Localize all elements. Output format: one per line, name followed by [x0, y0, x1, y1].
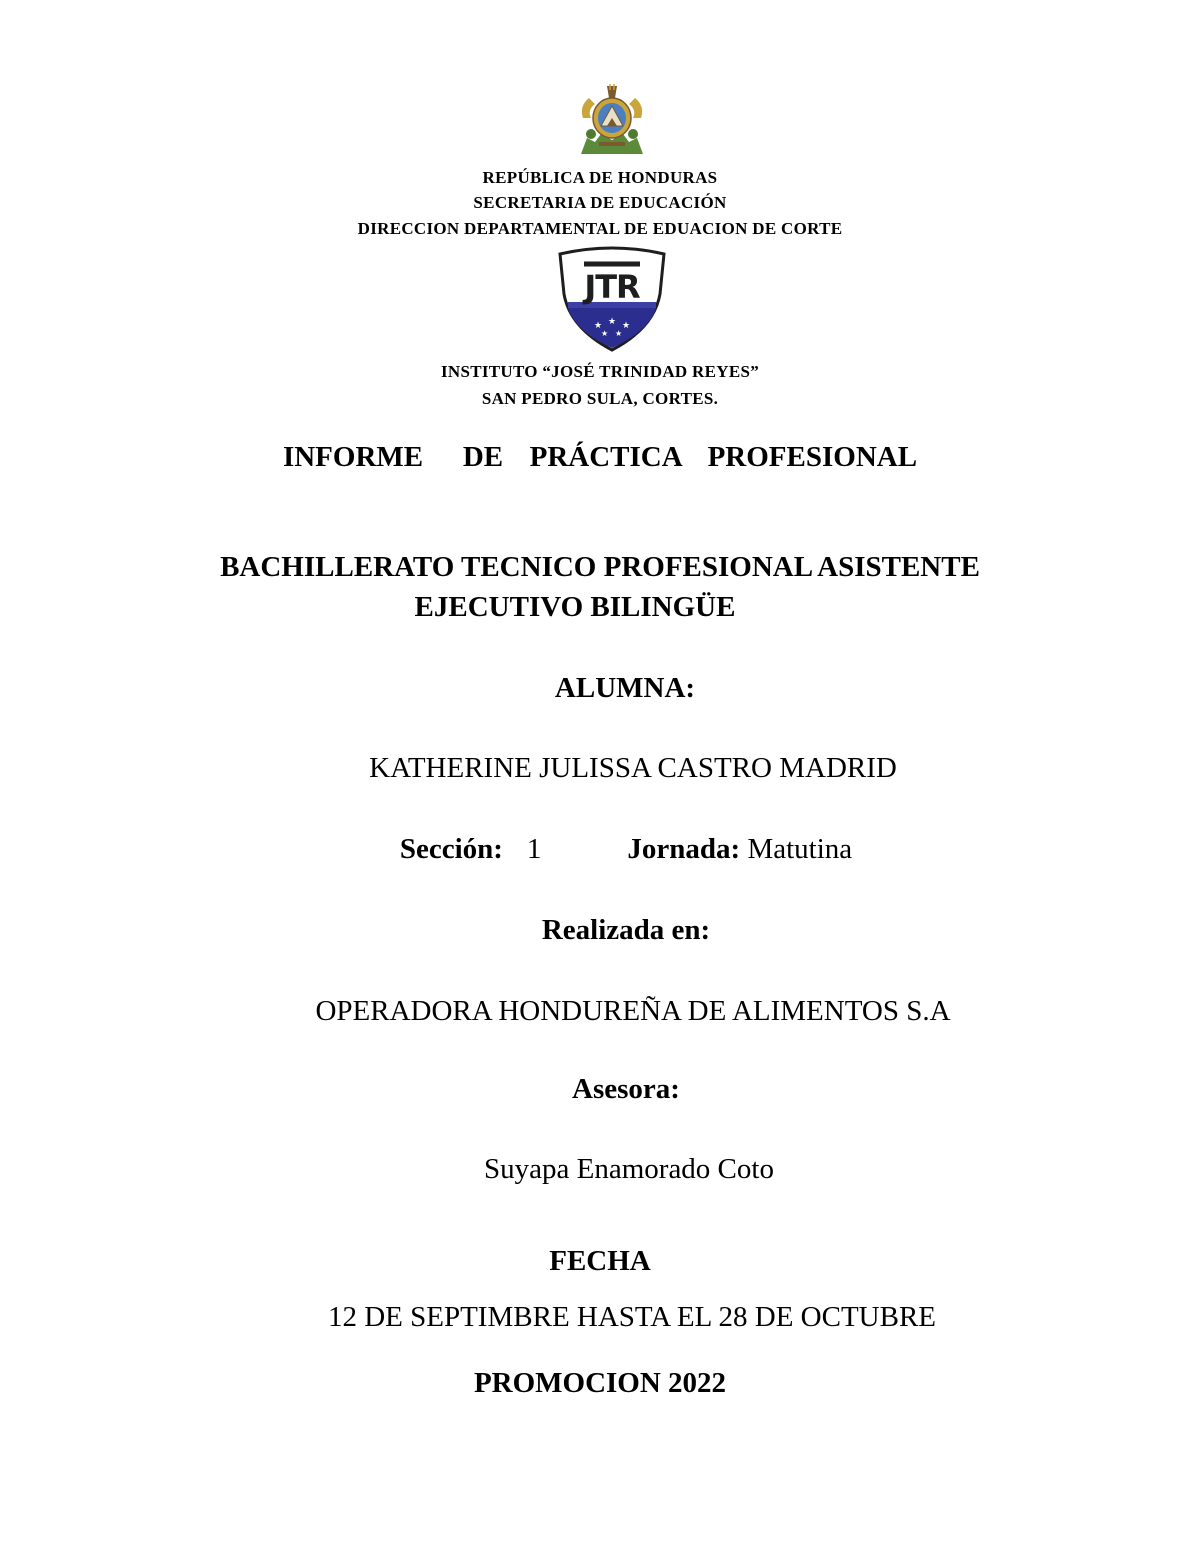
header-republic: REPÚBLICA DE HONDURAS — [482, 168, 718, 187]
section-row — [26, 833, 1200, 866]
svg-text:★: ★ — [601, 329, 609, 338]
date-label: FECHA — [549, 1245, 651, 1277]
student-label: ALUMNA: — [554, 672, 696, 704]
promotion: PROMOCION 2022 — [473, 1367, 727, 1399]
advisor-name: Suyapa Enamorado Coto — [484, 1153, 774, 1185]
header-secretariat: SECRETARIA DE EDUCACIÓN — [473, 193, 727, 212]
date-value: 12 DE SEPTIMBRE HASTA EL 28 DE OCTUBRE — [327, 1301, 937, 1333]
header-department: DIRECCION DEPARTAMENTAL DE EDUACION DE CORTE — [357, 219, 843, 238]
svg-text:★: ★ — [622, 321, 631, 331]
program-line-1: BACHILLERATO TECNICO PROFESIONAL ASISTENTE — [220, 551, 980, 583]
section-value: 1 — [526, 833, 542, 865]
location-label: Realizada en: — [541, 914, 711, 946]
section-label: Sección: — [399, 833, 503, 865]
institute-name: INSTITUTO “JOSÉ TRINIDAD REYES” — [440, 362, 760, 381]
company-name: OPERADORA HONDUREÑA DE ALIMENTOS S.A — [315, 995, 951, 1027]
svg-text:★: ★ — [594, 321, 603, 331]
svg-text:★: ★ — [608, 317, 617, 327]
school-shield-logo-icon — [556, 246, 668, 352]
student-name: KATHERINE JULISSA CASTRO MADRID — [369, 752, 897, 784]
program-line-2: EJECUTIVO BILINGÜE — [414, 591, 736, 623]
honduras-coat-of-arms-icon — [577, 84, 647, 156]
shift-value: Matutina — [747, 833, 853, 865]
report-title: INFORME DE PRÁCTICA PROFESIONAL — [282, 441, 918, 473]
institute-city: SAN PEDRO SULA, CORTES. — [481, 389, 719, 408]
advisor-label: Asesora: — [572, 1073, 680, 1105]
svg-text:★: ★ — [615, 329, 623, 338]
shift-label: Jornada: — [627, 833, 741, 865]
school-logo-letters: JTR — [584, 268, 640, 306]
